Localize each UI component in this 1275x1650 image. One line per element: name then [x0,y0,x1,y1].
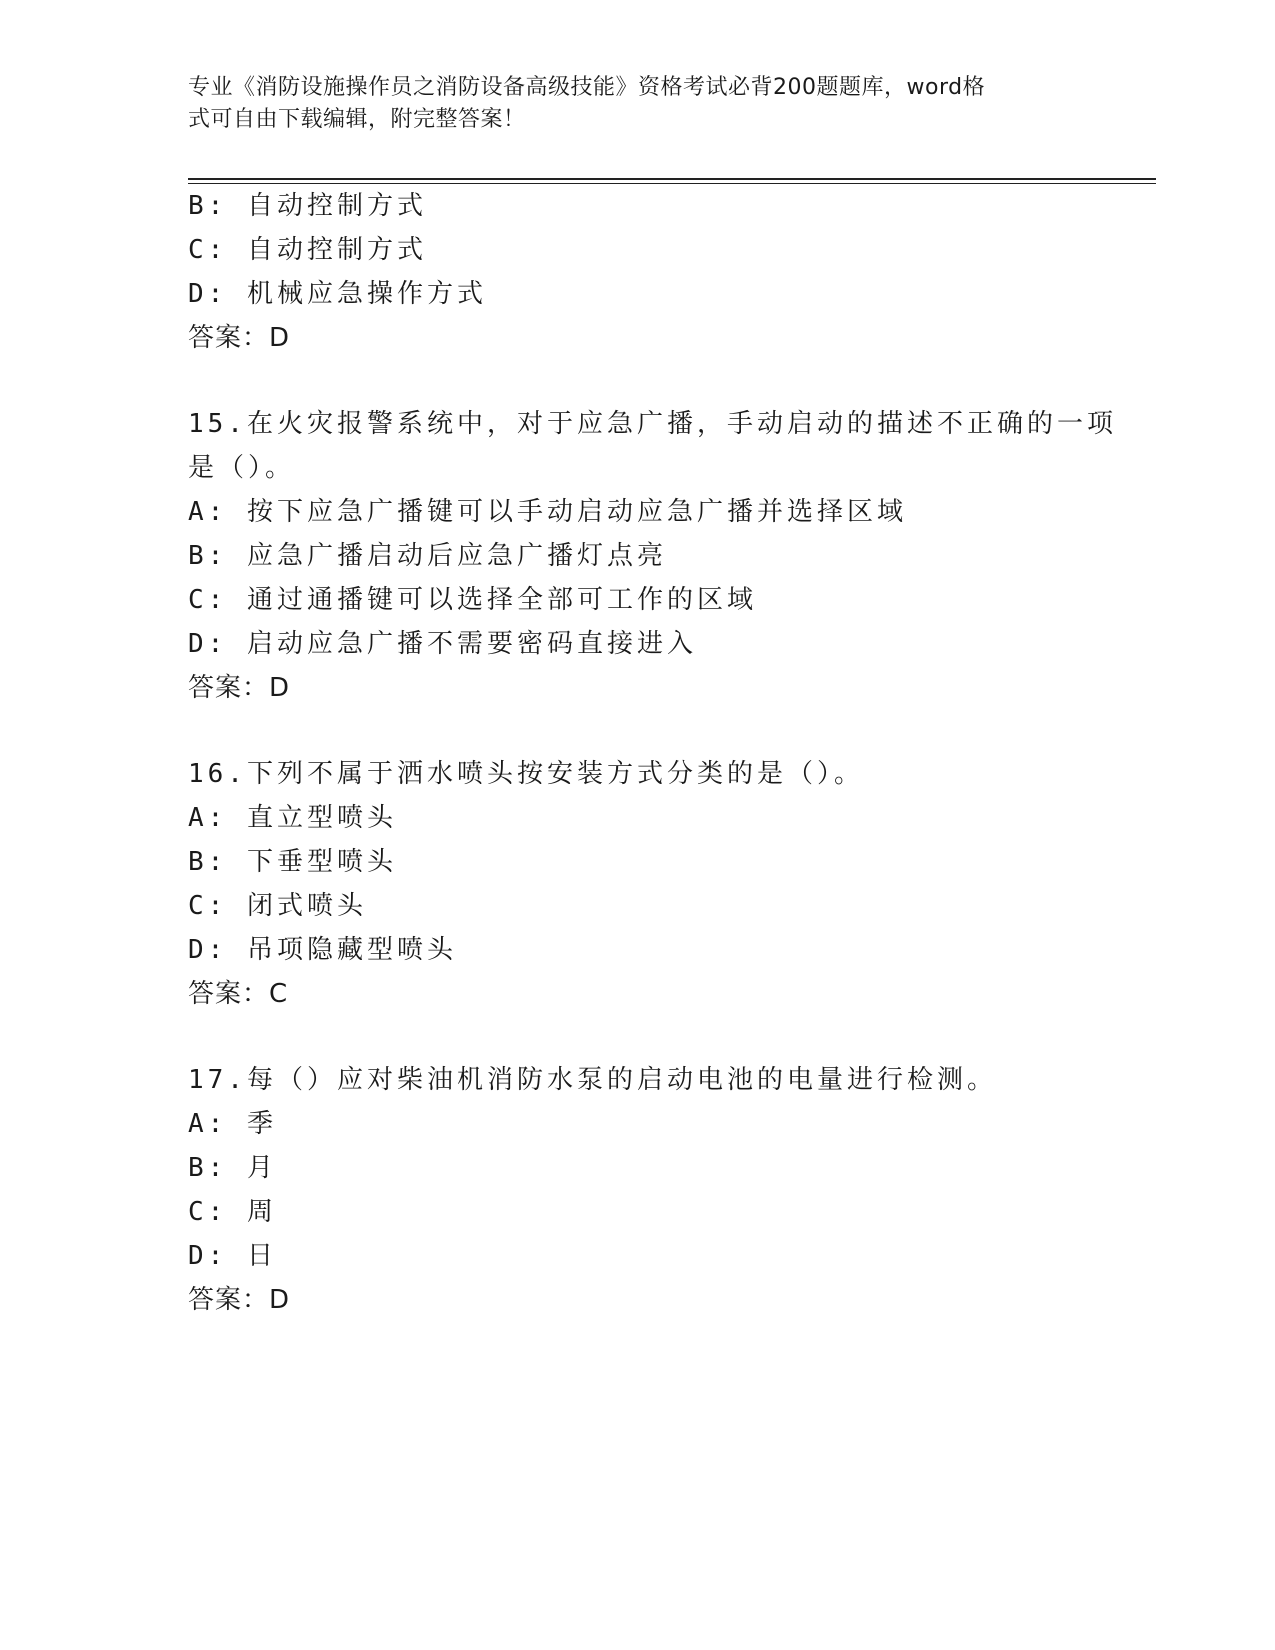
q14-option-d: D: 机械应急操作方式 [188,279,487,309]
header-divider [188,178,1156,180]
header-line-1: 专业《消防设施操作员之消防设备高级技能》资格考试必背200题题库，word格 [188,75,986,100]
q16-option-b: B: 下垂型喷头 [188,847,397,877]
document-header [188,72,1088,136]
q15-answer: 答案：D [188,673,291,703]
q15-option-d: D: 启动应急广播不需要密码直接进入 [188,629,697,659]
q15-option-c: C: 通过通播键可以选择全部可工作的区域 [188,585,757,615]
q16-option-d: D: 吊项隐藏型喷头 [188,935,457,965]
q17-option-c: C: 周 [188,1197,277,1227]
q15-stem-line-2: 是（）。 [188,453,296,483]
q14-option-c: C: 自动控制方式 [188,235,427,265]
q15-stem-line-1: 15.在火灾报警系统中，对于应急广播，手动启动的描述不正确的一项 [188,409,1117,439]
q16-answer: 答案：C [188,979,289,1009]
q14-option-b: B: 自动控制方式 [188,191,427,221]
header-line-2: 式可自由下载编辑，附完整答案！ [188,107,526,132]
q17-answer: 答案：D [188,1285,291,1315]
q14-answer: 答案：D [188,323,291,353]
q17-stem-line-1: 17.每（）应对柴油机消防水泵的启动电池的电量进行检测。 [188,1065,997,1095]
q15-option-a: A: 按下应急广播键可以手动启动应急广播并选择区域 [188,497,907,527]
q17-option-d: D: 日 [188,1241,277,1271]
q16-option-c: C: 闭式喷头 [188,891,367,921]
q16-option-a: A: 直立型喷头 [188,803,397,833]
q17-option-b: B: 月 [188,1153,277,1183]
header-divider-thin [188,183,1156,184]
q15-option-b: B: 应急广播启动后应急广播灯点亮 [188,541,667,571]
q16-stem-line-1: 16.下列不属于洒水喷头按安装方式分类的是（）。 [188,759,864,789]
q17-option-a: A: 季 [188,1109,277,1139]
